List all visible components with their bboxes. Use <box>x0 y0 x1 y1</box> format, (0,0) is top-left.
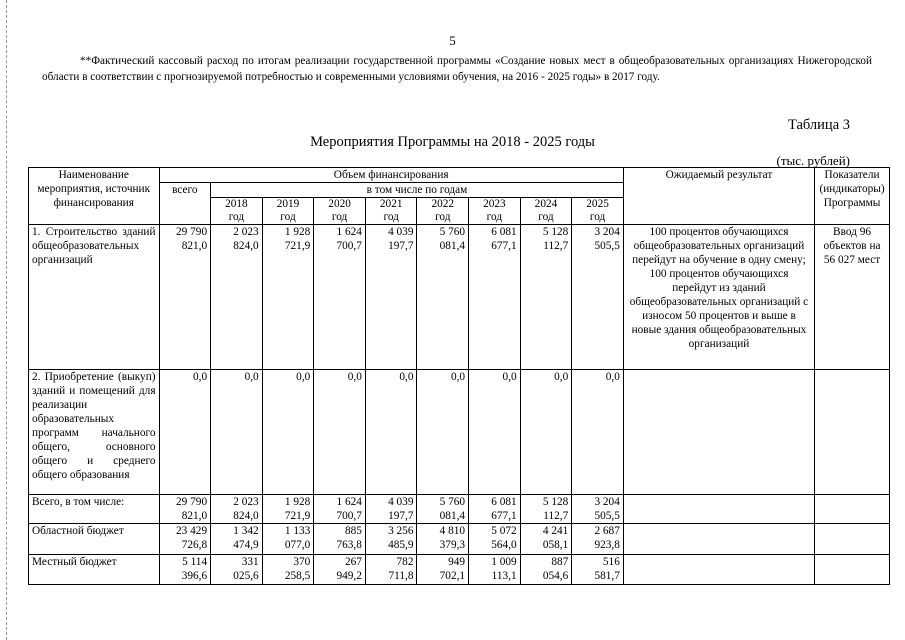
value-cell: 516 581,7 <box>572 555 624 585</box>
page-margin-line <box>6 0 7 640</box>
value-cell: 1 133 077,0 <box>262 524 314 555</box>
expected-result: 100 процентов обучающихся общеобразовательных организаций перейдут на обучение в одну смену; 100 процентов обучающихся перейдут из зданий общеобразовательных организаций с износом 50 процентов и выше в новые здания общеобразовательных организаций <box>623 225 814 370</box>
value-cell: 0,0 <box>572 370 624 495</box>
value-cell: 0,0 <box>365 370 417 495</box>
value-cell: 1 624 700,7 <box>314 495 366 524</box>
value-cell: 2 023 824,0 <box>211 225 263 370</box>
value-cell: 3 256 485,9 <box>365 524 417 555</box>
table-row <box>29 524 890 555</box>
expected-result <box>623 370 814 495</box>
header-name: Наименование мероприятия, источник финансирования <box>29 168 160 225</box>
header-year: 2021 год <box>365 198 417 225</box>
indicator <box>815 555 890 585</box>
value-cell: 782 711,8 <box>365 555 417 585</box>
value-cell: 3 204 505,5 <box>572 495 624 524</box>
indicator <box>815 495 890 524</box>
header-volume: Объем финансирования <box>159 168 623 183</box>
expected-result <box>623 524 814 555</box>
value-cell: 885 763,8 <box>314 524 366 555</box>
header-year: 2025 год <box>572 198 624 225</box>
unit-note: (тыс. рублей) <box>776 153 850 168</box>
header-total: всего <box>159 183 211 225</box>
header-year: 2022 год <box>417 198 469 225</box>
table-title: Мероприятия Программы на 2018 - 2025 годы <box>310 134 595 150</box>
value-cell: 5 128 112,7 <box>520 225 572 370</box>
value-cell: 4 039 197,7 <box>365 225 417 370</box>
expected-result <box>623 495 814 524</box>
value-cell: 5 128 112,7 <box>520 495 572 524</box>
value-cell: 1 928 721,9 <box>262 225 314 370</box>
header-result: Ожидаемый результат <box>623 168 814 225</box>
header-year: 2018 год <box>211 198 263 225</box>
value-cell: 5 114 396,6 <box>159 555 211 585</box>
row-name: Областной бюджет <box>29 524 160 555</box>
value-cell: 1 009 113,1 <box>469 555 521 585</box>
value-cell: 3 204 505,5 <box>572 225 624 370</box>
value-cell: 4 810 379,3 <box>417 524 469 555</box>
value-cell: 0,0 <box>159 370 211 495</box>
value-cell: 0,0 <box>211 370 263 495</box>
value-cell: 267 949,2 <box>314 555 366 585</box>
value-cell: 1 342 474,9 <box>211 524 263 555</box>
header-year: 2024 год <box>520 198 572 225</box>
value-cell: 0,0 <box>262 370 314 495</box>
row-name: 1. Строительство зданий общеобразовательных организаций <box>29 225 160 370</box>
header-indicators: Показатели (индикаторы) Программы <box>815 168 890 225</box>
value-cell: 5 760 081,4 <box>417 225 469 370</box>
value-cell: 2 687 923,8 <box>572 524 624 555</box>
value-cell: 887 054,6 <box>520 555 572 585</box>
value-cell: 0,0 <box>417 370 469 495</box>
value-cell: 6 081 677,1 <box>469 225 521 370</box>
value-cell: 5 072 564,0 <box>469 524 521 555</box>
value-cell: 949 702,1 <box>417 555 469 585</box>
table-row <box>29 225 890 370</box>
row-name: 2. Приобретение (выкуп) зданий и помещений для реализации образовательных программ начального общего, основного общего и среднего общего образования <box>29 370 160 495</box>
indicator: Ввод 96 объектов на 56 027 мест <box>815 225 890 370</box>
table-label: Таблица 3 <box>787 117 850 133</box>
row-name: Местный бюджет <box>29 555 160 585</box>
indicator <box>815 370 890 495</box>
value-cell: 29 790 821,0 <box>159 495 211 524</box>
table-row <box>29 370 890 495</box>
value-cell: 1 928 721,9 <box>262 495 314 524</box>
program-table <box>28 167 890 585</box>
indicator <box>815 524 890 555</box>
value-cell: 23 429 726,8 <box>159 524 211 555</box>
page-number: 5 <box>449 33 456 48</box>
footnote: **Фактический кассовый расход по итогам реализации государственной программы «Создание новых мест в общеобразовательных организациях Нижегородской области в соответствии с прогнозируемой потребностью и современными условиями обучения, на 2016 - 2025 годы» в 2017 году. <box>42 55 872 83</box>
table-row <box>29 555 890 585</box>
header-by-years: в том числе по годам <box>211 183 624 198</box>
table-row <box>29 495 890 524</box>
value-cell: 5 760 081,4 <box>417 495 469 524</box>
value-cell: 4 241 058,1 <box>520 524 572 555</box>
value-cell: 0,0 <box>314 370 366 495</box>
value-cell: 331 025,6 <box>211 555 263 585</box>
value-cell: 29 790 821,0 <box>159 225 211 370</box>
row-name: Всего, в том числе: <box>29 495 160 524</box>
expected-result <box>623 555 814 585</box>
header-year: 2020 год <box>314 198 366 225</box>
header-year: 2023 год <box>469 198 521 225</box>
value-cell: 1 624 700,7 <box>314 225 366 370</box>
value-cell: 370 258,5 <box>262 555 314 585</box>
header-year: 2019 год <box>262 198 314 225</box>
value-cell: 2 023 824,0 <box>211 495 263 524</box>
value-cell: 4 039 197,7 <box>365 495 417 524</box>
value-cell: 0,0 <box>469 370 521 495</box>
value-cell: 6 081 677,1 <box>469 495 521 524</box>
value-cell: 0,0 <box>520 370 572 495</box>
